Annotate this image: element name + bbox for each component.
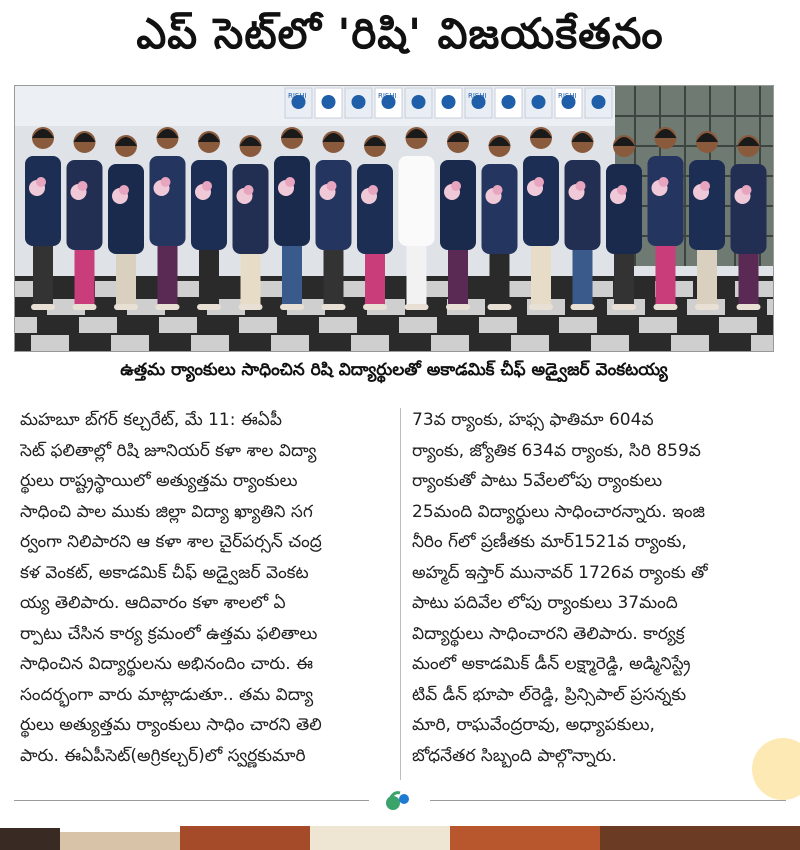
article-line: య్య తెలిపారు. ఆదివారం కళా శాలలో ఏ bbox=[20, 593, 286, 613]
article-line: 25మంది విద్యార్థులు సాధించారన్నారు. ఇంజి bbox=[412, 501, 705, 522]
article-line: మహబూ బ్‌గర్ కల్చరేట్, మే 11: ఈఏపీ bbox=[20, 410, 282, 430]
article-line: నీరిం గ్‌లో ప్రణీతకు మార్1521వ ర్యాంకు, bbox=[412, 532, 687, 552]
article-line: సందర్భంగా వారు మాట్లాడుతూ.. తమ విద్యా bbox=[20, 684, 314, 705]
article-line: అహ్మద్ ఇస్తార్ మునావర్ 1726వ ర్యాంకు తో bbox=[412, 562, 708, 583]
article-line: 73వ ర్యాంకు, హఫ్స ఫాతిమా 604వ bbox=[412, 410, 654, 430]
headline: ఎప్ సెట్‌లో 'రిషి' విజయకేతనం bbox=[136, 9, 664, 58]
article-line: ర్వంగా నిలిపారని ఆ కళా శాల చైర్‌పర్సన్ చంద్ర bbox=[20, 532, 322, 552]
article-line: సాధించిన విద్యార్థులను అభినందిం చారు. ఈ bbox=[20, 654, 314, 674]
decorative-circle bbox=[752, 738, 800, 800]
next-article-photo-strip bbox=[0, 822, 800, 850]
banner-label: RISHI bbox=[558, 92, 577, 100]
banner-label: RISHI bbox=[378, 92, 397, 100]
article-line: బోధనేతర సిబ్బంది పాల్గొన్నారు. bbox=[412, 745, 617, 766]
article-line: మారి, రాఘవేంద్రరావు, అధ్యాపకులు, bbox=[412, 715, 655, 735]
banner-label: RISHI bbox=[468, 92, 487, 100]
group-photo bbox=[14, 85, 774, 352]
banner-label: RISHI bbox=[288, 92, 307, 100]
article-line: ర్యాంకుతో పాటు 5వేలలోపు ర్యాంకులు bbox=[412, 471, 663, 491]
article-line: ర్థులు అత్యుత్తమ ర్యాంకులు సాధిం చారని తెలి bbox=[20, 715, 322, 735]
footer-rule-left bbox=[14, 800, 369, 801]
article-line: కళ వెంకట్, అకాడమిక్ చీఫ్ అడ్వైజర్ వెంకట bbox=[20, 562, 309, 583]
article-line: సాధించి పాల ముకు జిల్లా విద్యా ఖ్యాతిని సగ bbox=[20, 501, 313, 522]
logo-mark-icon bbox=[380, 789, 420, 813]
footer-rule-right bbox=[430, 800, 786, 801]
article-line: టివ్ డీన్ భూపా ల్‌రెడ్డి, ప్రిన్సిపాల్ ప్రసన్నకు bbox=[412, 684, 687, 705]
backdrop-banners bbox=[285, 88, 612, 118]
article-column-right bbox=[412, 405, 782, 771]
article-line: పాటు పదివేల లోపు ర్యాంకులు 37మంది bbox=[412, 593, 678, 613]
article-line: మంలో అకాడమిక్ డీన్ లక్ష్మారెడ్డి, అడ్మినిస్ట్రే bbox=[412, 654, 691, 674]
article-line: ర్థులు రాష్ట్రస్థాయిలో అత్యుత్తమ ర్యాంకులు bbox=[20, 471, 298, 491]
photo-caption: ఉత్తమ ర్యాంకులు సాధించిన రిషి విద్యార్థులతో అకాడమిక్ చీఫ్ అడ్వైజర్ వెంకటయ్య bbox=[120, 360, 668, 380]
article-line: సెట్ ఫలితాల్లో రిషి జూనియర్ కళా శాల విద్యా bbox=[20, 440, 317, 461]
article-line: ర్పాటు చేసిన కార్య క్రమంలో ఉత్తమ ఫలితాలు bbox=[20, 623, 318, 644]
article-line: పారు. ఈఏపీసెట్(అగ్రికల్చర్)లో స్వర్ణకుమారి bbox=[20, 745, 306, 766]
article-line: ర్యాంకు, జ్యోతిక 634వ ర్యాంకు, సిరి 859వ bbox=[412, 440, 701, 461]
column-divider bbox=[400, 408, 401, 780]
article-column-left bbox=[20, 405, 392, 771]
article-line: విద్యార్థులు సాధించారని తెలిపారు. కార్యక్ర bbox=[412, 623, 685, 644]
